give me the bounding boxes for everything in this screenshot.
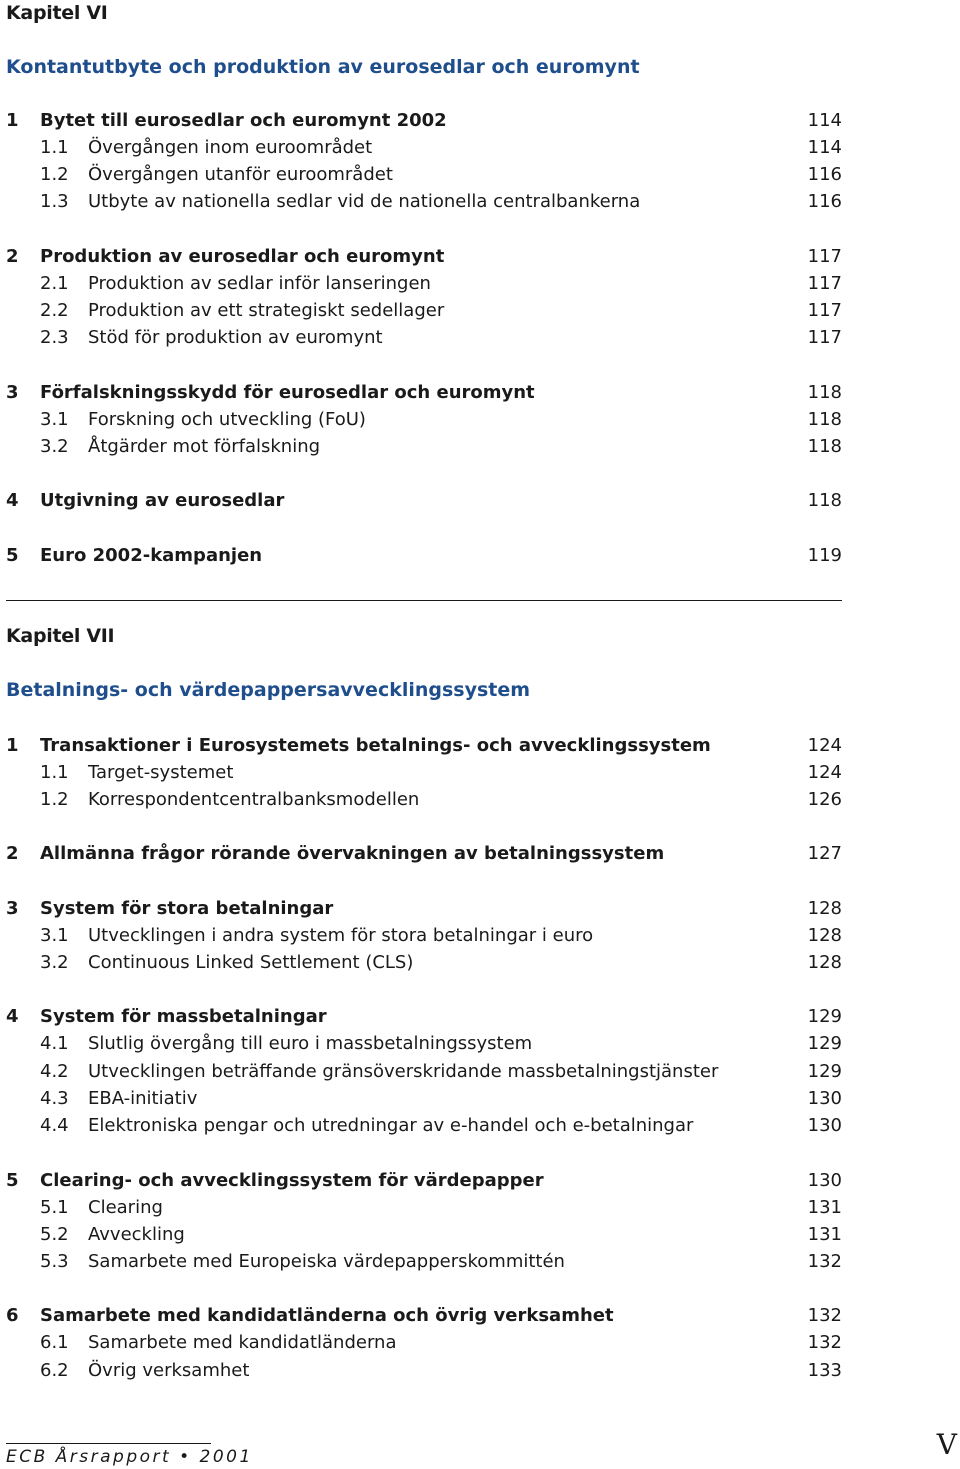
section-title: Allmänna frågor rörande övervakningen av betalningssystem [40,843,665,864]
toc-subsection-row [6,433,842,460]
toc-section-row [6,487,842,514]
toc-subsection-row [6,1194,842,1221]
page-reference: 114 [807,110,842,131]
section-number: 2.1 [40,273,69,294]
section-title: Produktion av ett strategiskt sedellager [88,300,445,321]
toc-subsection-row [6,1085,842,1112]
page-reference: 114 [807,137,842,158]
page-reference: 126 [807,789,842,810]
toc-subsection-row [6,406,842,433]
toc-section-row [6,542,842,569]
section-title: Utgivning av eurosedlar [40,490,285,511]
section-title: Korrespondentcentralbanksmodellen [88,789,420,810]
chapter-divider [6,600,842,601]
page-number: V [936,1428,957,1461]
section-number: 1 [6,110,19,131]
section-title: Target-systemet [88,762,234,783]
chapter-vii-title: Betalnings- och värdepappersavvecklingssystem [6,679,531,701]
page-reference: 128 [807,952,842,973]
toc-subsection-row [6,297,842,324]
page-reference: 131 [807,1224,842,1245]
toc-subsection-row [6,270,842,297]
chapter-vii-label: Kapitel VII [6,625,115,647]
section-title: Åtgärder mot förfalskning [88,436,321,457]
section-title: Transaktioner i Eurosystemets betalnings- och avvecklingssystem [40,735,711,756]
section-number: 2.2 [40,300,69,321]
section-number: 1 [6,735,19,756]
toc-subsection-row [6,1329,842,1356]
section-number: 4.1 [40,1033,69,1054]
toc-section-row [6,243,842,270]
toc-section-row [6,840,842,867]
chapter-vi-title: Kontantutbyte och produktion av eurosedlar och euromynt [6,56,640,78]
toc-section-row [6,1003,842,1030]
section-title: Förfalskningsskydd för eurosedlar och euromynt [40,382,535,403]
section-title: Clearing- och avvecklingssystem för värdepapper [40,1170,544,1191]
section-number: 4.3 [40,1088,69,1109]
toc-subsection-row [6,134,842,161]
section-number: 6.1 [40,1332,69,1353]
page-reference: 132 [807,1305,842,1326]
toc-section-row [6,1167,842,1194]
toc-subsection-row [6,324,842,351]
section-title: Samarbete med kandidatländerna [88,1332,397,1353]
section-title: Produktion av eurosedlar och euromynt [40,246,445,267]
page-reference: 129 [807,1033,842,1054]
toc-section-row [6,732,842,759]
page-reference: 129 [807,1061,842,1082]
section-number: 4.2 [40,1061,69,1082]
page-reference: 119 [807,545,842,566]
page-reference: 118 [807,382,842,403]
section-number: 6.2 [40,1360,69,1381]
page-reference: 116 [807,164,842,185]
section-number: 2 [6,246,19,267]
section-number: 3.1 [40,409,69,430]
section-number: 4.4 [40,1115,69,1136]
section-title: System för massbetalningar [40,1006,327,1027]
section-number: 5.3 [40,1251,69,1272]
page-reference: 117 [807,327,842,348]
toc-subsection-row [6,1248,842,1275]
page-reference: 130 [807,1088,842,1109]
section-title: Forskning och utveckling (FoU) [88,409,366,430]
section-title: System för stora betalningar [40,898,334,919]
toc-subsection-row [6,1058,842,1085]
section-number: 3.1 [40,925,69,946]
section-number: 4 [6,1006,19,1027]
page-reference: 124 [807,735,842,756]
section-title: Clearing [88,1197,163,1218]
toc-subsection-row [6,161,842,188]
toc-subsection-row [6,1221,842,1248]
section-number: 5.1 [40,1197,69,1218]
section-number: 5.2 [40,1224,69,1245]
page-reference: 130 [807,1170,842,1191]
page-reference: 132 [807,1332,842,1353]
toc-subsection-row [6,949,842,976]
section-number: 1.1 [40,762,69,783]
section-title: Utvecklingen i andra system för stora betalningar i euro [88,925,594,946]
page-reference: 127 [807,843,842,864]
section-number: 2 [6,843,19,864]
page-reference: 128 [807,925,842,946]
section-title: Continuous Linked Settlement (CLS) [88,952,414,973]
toc-section-row [6,107,842,134]
section-number: 2.3 [40,327,69,348]
section-title: Utvecklingen beträffande gränsöverskridande massbetalningstjänster [88,1061,719,1082]
chapter-vi-label: Kapitel VI [6,2,108,24]
toc-subsection-row [6,188,842,215]
section-title: Slutlig övergång till euro i massbetalningssystem [88,1033,533,1054]
section-number: 3 [6,382,19,403]
section-number: 1.2 [40,164,69,185]
page-reference: 133 [807,1360,842,1381]
section-title: Elektroniska pengar och utredningar av e-handel och e-betalningar [88,1115,694,1136]
section-title: EBA-initiativ [88,1088,198,1109]
toc-subsection-row [6,1030,842,1057]
section-number: 6 [6,1305,19,1326]
page-reference: 131 [807,1197,842,1218]
page-reference: 118 [807,490,842,511]
page-reference: 132 [807,1251,842,1272]
page-reference: 118 [807,436,842,457]
page-reference: 129 [807,1006,842,1027]
toc-section-row [6,379,842,406]
section-title: Euro 2002-kampanjen [40,545,263,566]
section-number: 1.3 [40,191,69,212]
toc-subsection-row [6,922,842,949]
section-number: 1.1 [40,137,69,158]
section-title: Övergången inom euroområdet [88,137,373,158]
section-number: 3.2 [40,952,69,973]
toc-subsection-row [6,1357,842,1384]
toc-subsection-row [6,759,842,786]
page-reference: 130 [807,1115,842,1136]
section-title: Övergången utanför euroområdet [88,164,393,185]
section-title: Samarbete med kandidatländerna och övrig verksamhet [40,1305,614,1326]
section-number: 1.2 [40,789,69,810]
page-reference: 124 [807,762,842,783]
footer-rule [6,1443,211,1444]
toc-subsection-row [6,786,842,813]
page-reference: 117 [807,246,842,267]
section-number: 4 [6,490,19,511]
section-title: Bytet till eurosedlar och euromynt 2002 [40,110,447,131]
page-reference: 128 [807,898,842,919]
page-reference: 117 [807,300,842,321]
section-number: 3 [6,898,19,919]
toc-subsection-row [6,1112,842,1139]
section-number: 5 [6,1170,19,1191]
section-title: Utbyte av nationella sedlar vid de nationella centralbankerna [88,191,641,212]
page-reference: 116 [807,191,842,212]
page-reference: 117 [807,273,842,294]
section-title: Stöd för produktion av euromynt [88,327,383,348]
section-number: 5 [6,545,19,566]
section-title: Produktion av sedlar inför lanseringen [88,273,431,294]
section-number: 3.2 [40,436,69,457]
toc-section-row [6,1302,842,1329]
footer-publication: ECB Årsrapport • 2001 [6,1447,253,1467]
section-title: Övrig verksamhet [88,1360,250,1381]
page-reference: 118 [807,409,842,430]
section-title: Samarbete med Europeiska värdepapperskommittén [88,1251,565,1272]
section-title: Avveckling [88,1224,185,1245]
toc-section-row [6,895,842,922]
